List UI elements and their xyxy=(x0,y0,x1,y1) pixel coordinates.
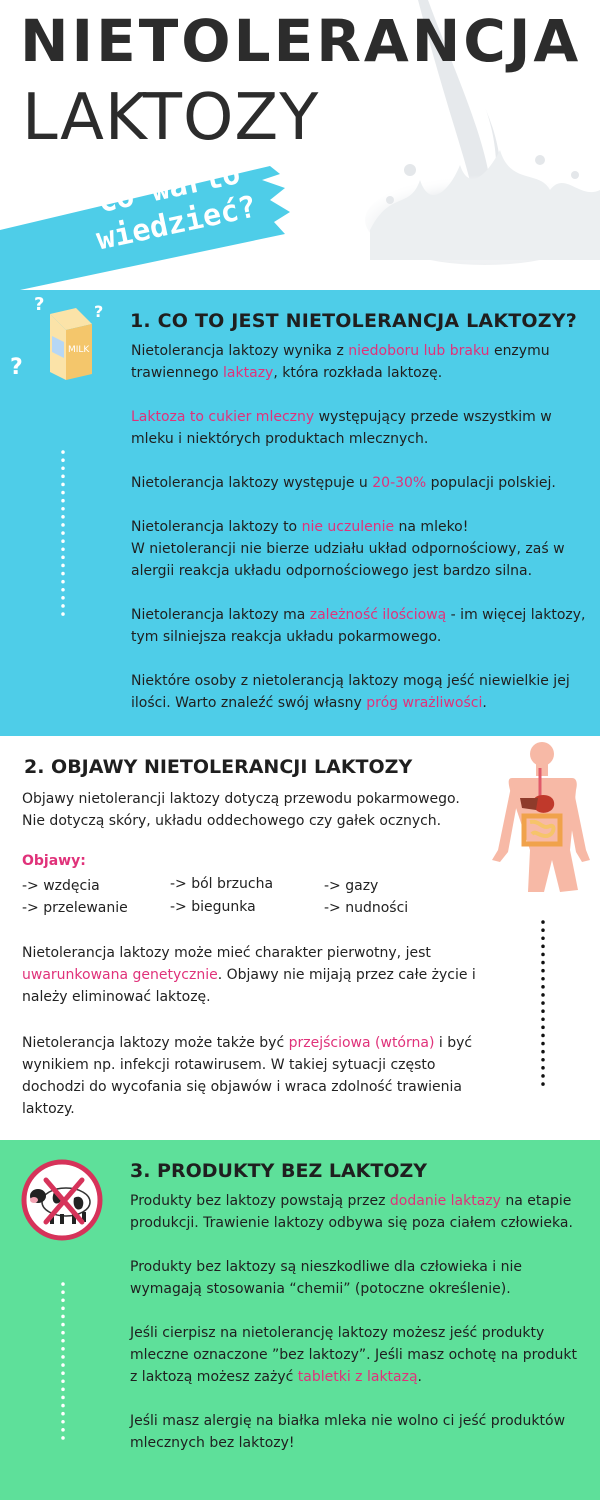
title-line-2: LAKTOZY xyxy=(22,81,320,155)
svg-text:?: ? xyxy=(10,355,23,380)
dotted-divider xyxy=(58,1282,68,1442)
symptom-item: -> gazy xyxy=(324,878,379,894)
svg-text:?: ? xyxy=(94,302,104,321)
symptom-item: -> wzdęcia xyxy=(22,878,100,894)
section-what-is xyxy=(0,290,600,736)
svg-text:?: ? xyxy=(34,294,45,315)
paragraph: Produkty bez laktozy powstają przez dodanie laktazy na etapie produkcji. Trawienie laktozy odbywa się poza ciałem człowieka. xyxy=(130,1193,573,1231)
paragraph: Nietolerancja laktozy ma zależność ilościową - im więcej laktozy, tym silniejsza reakcja układu pokarmowego. xyxy=(131,607,586,645)
symptom-item: -> biegunka xyxy=(170,899,256,915)
paragraph: Nietolerancja laktozy może mieć charakter pierwotny, jest uwarunkowana genetycznie. Objawy nie mijają przez całe życie i należy eliminować laktozę. xyxy=(22,945,476,1005)
header xyxy=(0,0,600,290)
section-1-title: 1. CO TO JEST NIETOLERANCJA LAKTOZY? xyxy=(130,310,577,332)
section-2-title: 2. OBJAWY NIETOLERANCJI LAKTOZY xyxy=(24,756,413,778)
paragraph: Jeśli masz alergię na białka mleka nie wolno ci jeść produktów mlecznych bez laktozy! xyxy=(130,1413,566,1451)
dotted-divider xyxy=(538,920,548,1090)
section-2-intro xyxy=(22,788,492,832)
section-lactose-free-products xyxy=(0,1140,600,1500)
intro-line: Nie dotyczą skóry, układu oddechowego czy gałek ocznych. xyxy=(22,813,442,829)
paragraph: Laktoza to cukier mleczny występujący przede wszystkim w mleku i niektórych produktach mlecznych. xyxy=(131,409,552,447)
digestive-system-icon xyxy=(490,740,590,896)
dotted-divider xyxy=(58,450,68,620)
paragraph: Jeśli cierpisz na nietolerancję laktozy możesz jeść produkty mleczne oznaczone ”bez laktozy”. Jeśli masz ochotę na produkt z laktozą możesz zażyć tabletki z laktazą. xyxy=(130,1325,577,1385)
section-3-title: 3. PRODUKTY BEZ LAKTOZY xyxy=(130,1160,428,1182)
no-cow-icon xyxy=(20,1158,104,1242)
banner-text: Co warto wiedzieć? xyxy=(93,156,260,258)
paragraph: Nietolerancja laktozy wynika z niedoboru lub braku enzymu trawiennego laktazy, która rozkłada laktozę. xyxy=(131,343,550,381)
symptom-item: -> nudności xyxy=(324,900,409,916)
milk-label: MILK xyxy=(68,345,90,355)
section-symptoms xyxy=(0,736,600,1140)
paragraph: Produkty bez laktozy są nieszkodliwe dla człowieka i nie wymagają stosowania “chemii” (potoczne określenie). xyxy=(130,1259,522,1297)
milk-carton-icon xyxy=(4,292,114,402)
symptoms-label: Objawy: xyxy=(22,853,86,869)
paragraph: Nietolerancja laktozy występuje u 20-30% populacji polskiej. xyxy=(131,475,556,491)
symptom-item: -> przelewanie xyxy=(22,900,128,916)
paragraph: Nietolerancja laktozy może także być przejściowa (wtórna) i być wynikiem np. infekcji rotawirusem. W takiej sytuacji często dochodzi do wycofania się objawów i wraca zdolność trawienia laktozy. xyxy=(22,1035,473,1117)
title-line-1: NIETOLERANCJA xyxy=(20,7,582,75)
paragraph: Nietolerancja laktozy to nie uczulenie na mleko! W nietolerancji nie bierze udziału układ odpornościowy, zaś w alergii reakcja układu odpornościowego jest bardzo silna. xyxy=(131,519,565,579)
symptom-item: -> ból brzucha xyxy=(170,876,274,892)
intro-line: Objawy nietolerancji laktozy dotyczą przewodu pokarmowego. xyxy=(22,791,460,807)
section-1-body xyxy=(131,340,586,736)
section-3-body xyxy=(130,1190,585,1476)
paragraph: Niektóre osoby z nietolerancją laktozy mogą jeść niewielkie jej ilości. Warto znaleźć swój własny próg wrażliwości. xyxy=(131,673,570,711)
